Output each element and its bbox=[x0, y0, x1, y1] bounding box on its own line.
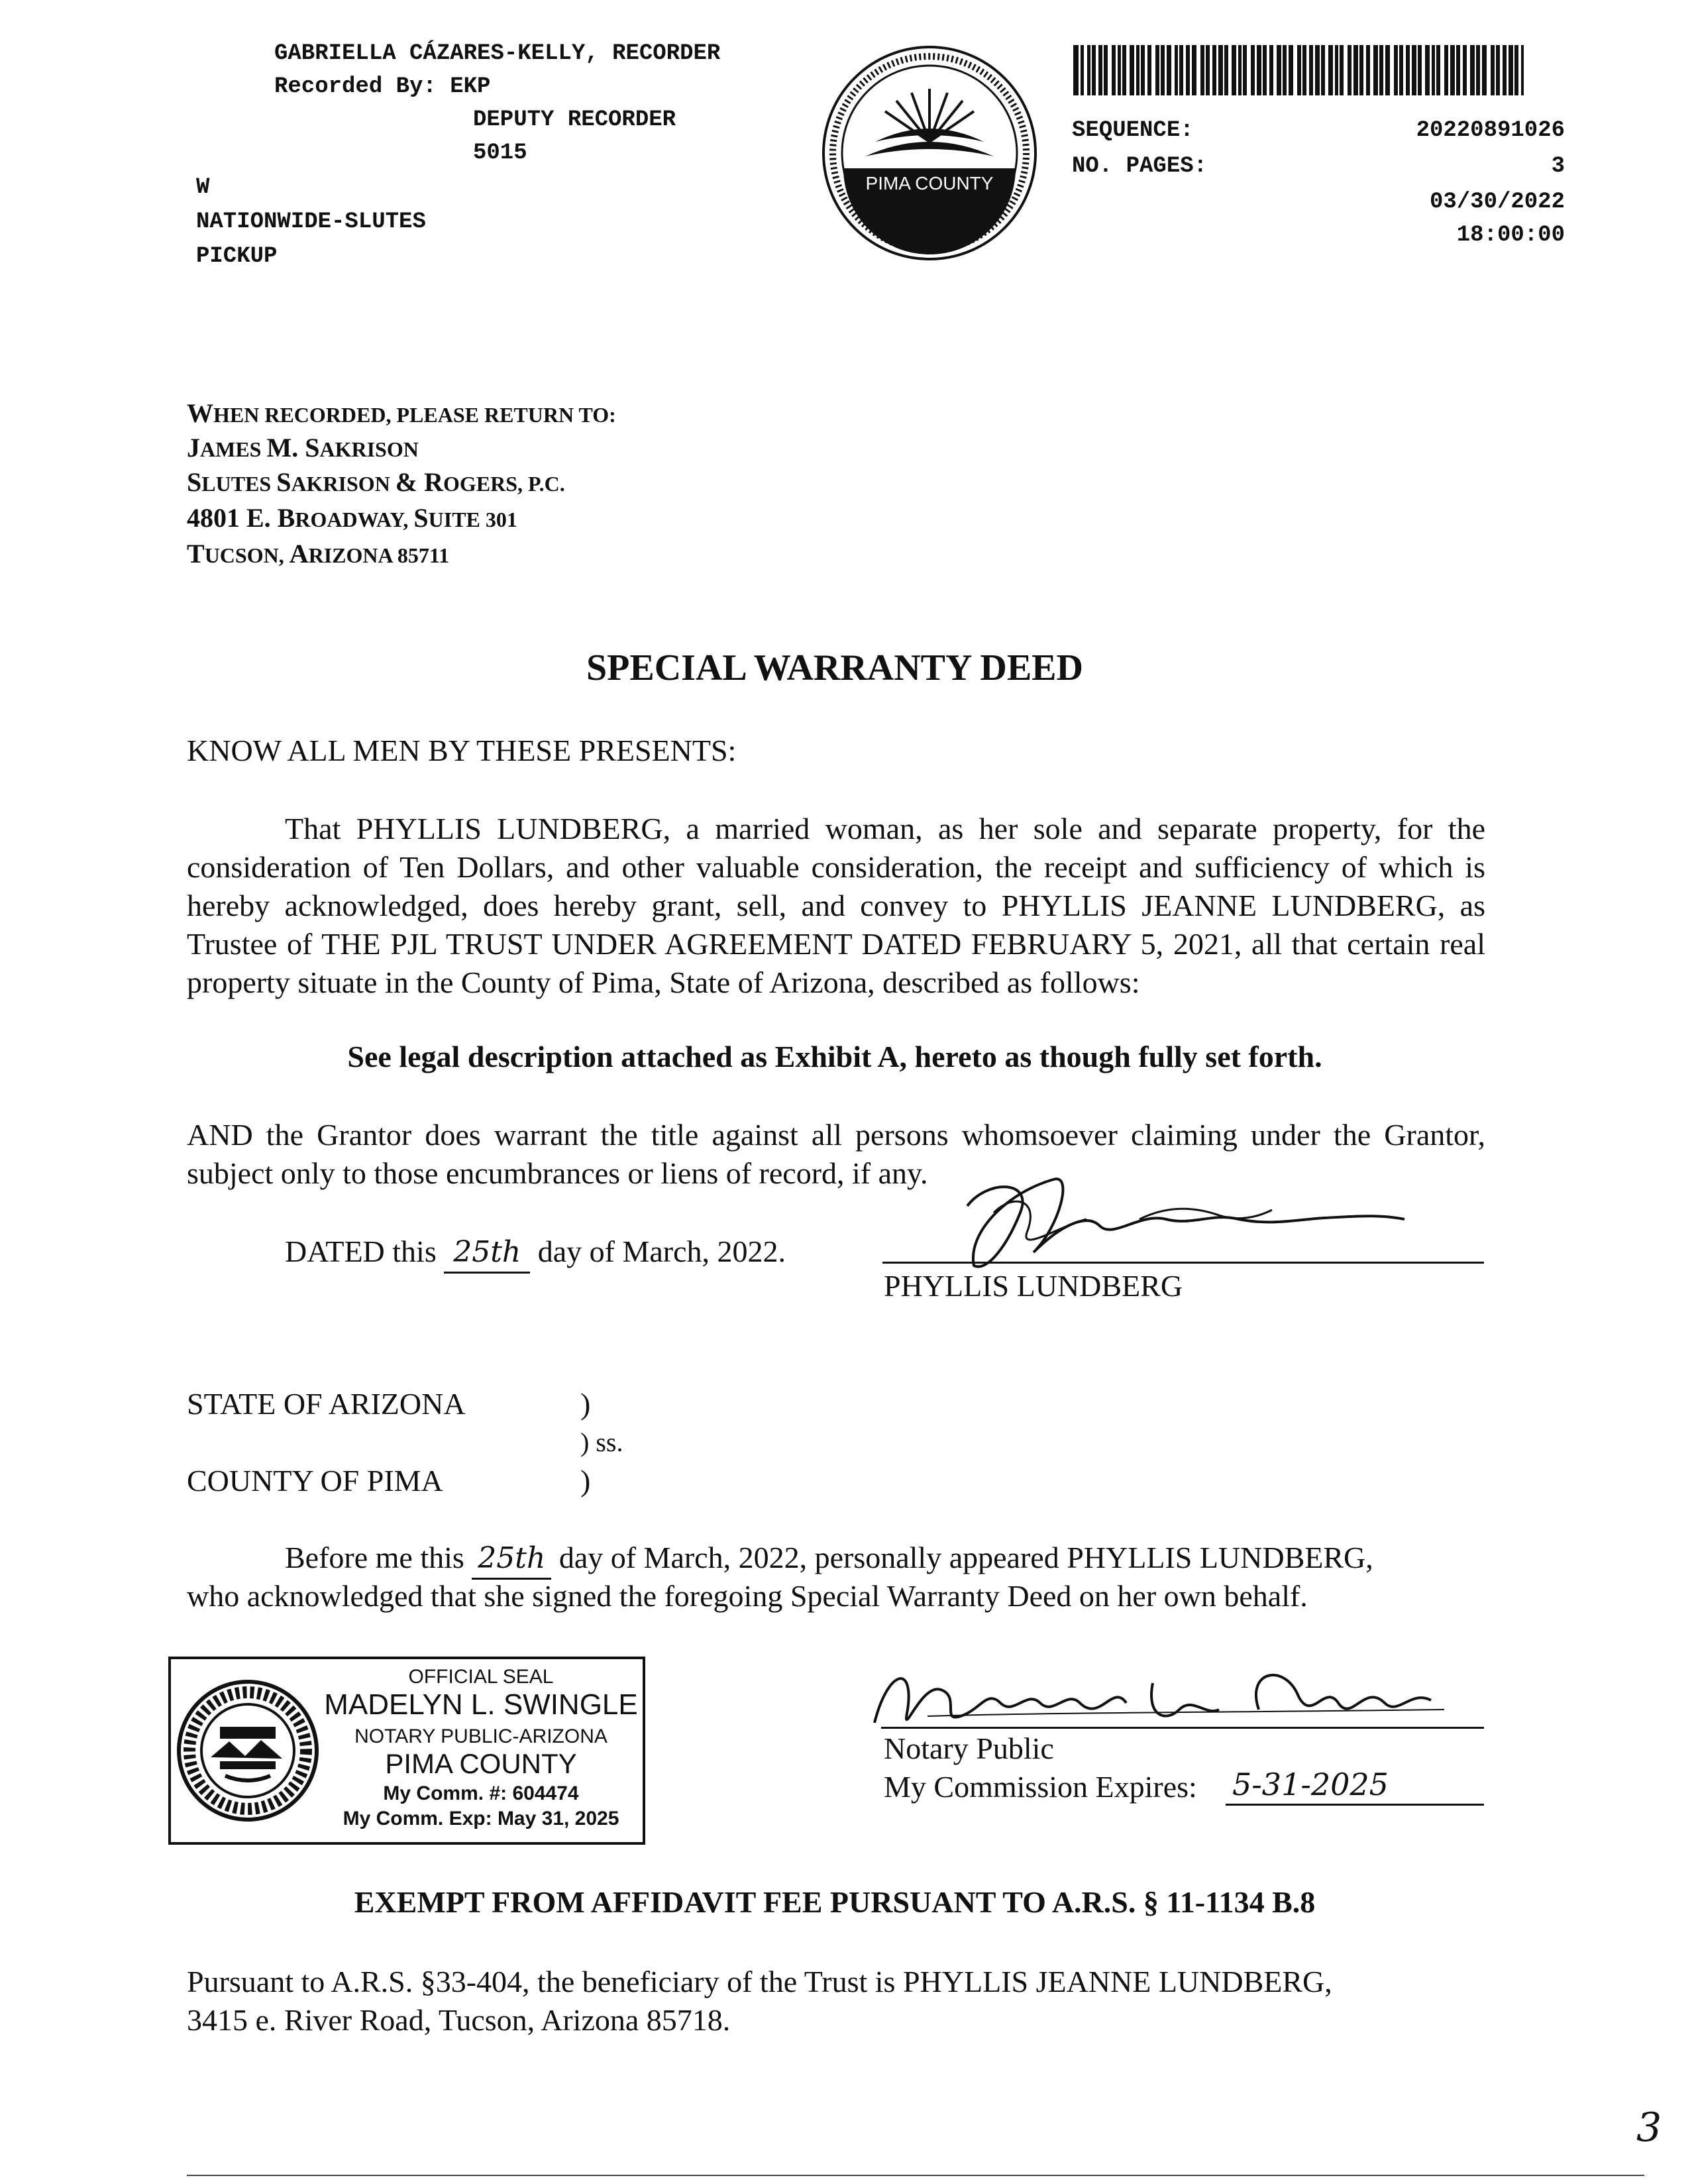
great-seal-arizona-icon bbox=[176, 1679, 319, 1822]
seal-county: PIMA COUNTY bbox=[385, 1748, 577, 1779]
venue-state: STATE OF ARIZONA bbox=[187, 1387, 466, 1421]
pima-county-seal-label: PIMA COUNTY bbox=[865, 173, 994, 193]
document-title: SPECIAL WARRANTY DEED bbox=[586, 647, 1083, 688]
notary-public-label: Notary Public bbox=[884, 1731, 1054, 1765]
pages-label: NO. PAGES: bbox=[1072, 154, 1208, 179]
dated-line: DATED this 25th day of March, 2022. bbox=[285, 1232, 786, 1274]
return-heading: WHEN RECORDED, PLEASE RETURN TO: bbox=[187, 398, 616, 428]
recording-date: 03/30/2022 bbox=[1429, 190, 1565, 215]
pages-value: 3 bbox=[1551, 154, 1565, 179]
seal-comm-no: My Comm. #: 604474 bbox=[383, 1782, 579, 1804]
pima-county-seal bbox=[819, 42, 1040, 264]
signer-name: PHYLLIS LUNDBERG bbox=[884, 1269, 1183, 1303]
venue-paren-3: ) bbox=[580, 1464, 591, 1498]
acknowledgment-day: 25th bbox=[472, 1539, 551, 1580]
grantor-signature bbox=[928, 1153, 1444, 1285]
grant-paragraph bbox=[187, 810, 1485, 1002]
page-mark: 3 bbox=[1636, 2104, 1662, 2151]
exempt-statement: EXEMPT FROM AFFIDAVIT FEE PURSUANT TO A.R.S. § 11-1134 B.8 bbox=[354, 1885, 1316, 1919]
warrant-text: AND the Grantor does warrant the title against all persons whomsoever claiming under the Grantor, subject only to those encumbrances or liens of record, if any. bbox=[187, 1118, 1485, 1190]
beneficiary-line-1: Pursuant to A.R.S. §33-404, the beneficiary of the Trust is PHYLLIS JEANNE LUNDBERG, bbox=[187, 1965, 1332, 1998]
seal-comm-exp: My Comm. Exp: May 31, 2025 bbox=[343, 1808, 619, 1829]
recorded-by: Recorded By: EKP bbox=[274, 74, 491, 99]
venue-ss: ) ss. bbox=[580, 1427, 623, 1457]
seal-title: NOTARY PUBLIC-ARIZONA bbox=[354, 1725, 608, 1747]
return-address: 4801 E. BROADWAY, SUITE 301 bbox=[187, 503, 517, 533]
deputy-recorder: DEPUTY RECORDER bbox=[473, 107, 676, 133]
dated-day: 25th bbox=[444, 1233, 530, 1274]
return-name: JAMES M. SAKRISON bbox=[187, 433, 419, 463]
grant-text: That PHYLLIS LUNDBERG, a married woman, as her sole and separate property, for the consideration of Ten Dollars, and other valuable consideration, the receipt and sufficiency of which is hereby acknowledged, does hereby grant, sell, and convey to PHYLLIS JEANNE LUNDBERG, as Trustee of THE PJL TRUST UNDER AGREEMENT DATED FEBRUARY 5, 2021, all that certain real property situate in the County of Pima, State of Arizona, described as follows: bbox=[187, 812, 1485, 999]
acknowledgment-line-2: who acknowledged that she signed the foregoing Special Warranty Deed on her own behalf. bbox=[187, 1579, 1308, 1613]
beneficiary-line-2: 3415 e. River Road, Tucson, Arizona 85718. bbox=[187, 2003, 731, 2037]
pickup: PICKUP bbox=[196, 244, 278, 269]
acknowledgment-line-1: Before me this 25th day of March, 2022, personally appeared PHYLLIS LUNDBERG, bbox=[285, 1539, 1373, 1580]
legal-description: See legal description attached as Exhibit A, hereto as though fully set forth. bbox=[347, 1040, 1322, 1073]
barcode bbox=[1073, 45, 1524, 95]
grantor-signature-line bbox=[882, 1262, 1484, 1264]
nationwide-slutes: NATIONWIDE-SLUTES bbox=[196, 209, 426, 235]
seal-official: OFFICIAL SEAL bbox=[408, 1666, 554, 1688]
commission-expires-label: My Commission Expires: bbox=[884, 1770, 1197, 1804]
return-city: TUCSON, ARIZONA 85711 bbox=[187, 539, 450, 569]
notary-seal bbox=[168, 1657, 645, 1845]
deputy-number: 5015 bbox=[473, 140, 527, 166]
sequence-label: SEQUENCE: bbox=[1072, 118, 1194, 143]
recorder-w: W bbox=[196, 175, 210, 200]
venue-paren-1: ) bbox=[580, 1387, 591, 1421]
recorder-name: GABRIELLA CÁZARES-KELLY, RECORDER bbox=[274, 41, 721, 66]
bottom-edge-line bbox=[187, 2175, 1644, 2176]
venue-county: COUNTY OF PIMA bbox=[187, 1464, 443, 1498]
commission-expires-value: 5-31-2025 bbox=[1226, 1765, 1484, 1806]
know-all-men: KNOW ALL MEN BY THESE PRESENTS: bbox=[187, 734, 737, 767]
seal-name: MADELYN L. SWINGLE bbox=[324, 1688, 638, 1721]
notary-signature-line bbox=[881, 1727, 1484, 1729]
return-firm: SLUTES SAKRISON & ROGERS, P.C. bbox=[187, 467, 565, 497]
recording-time: 18:00:00 bbox=[1456, 223, 1565, 248]
sequence-value: 20220891026 bbox=[1416, 118, 1565, 143]
